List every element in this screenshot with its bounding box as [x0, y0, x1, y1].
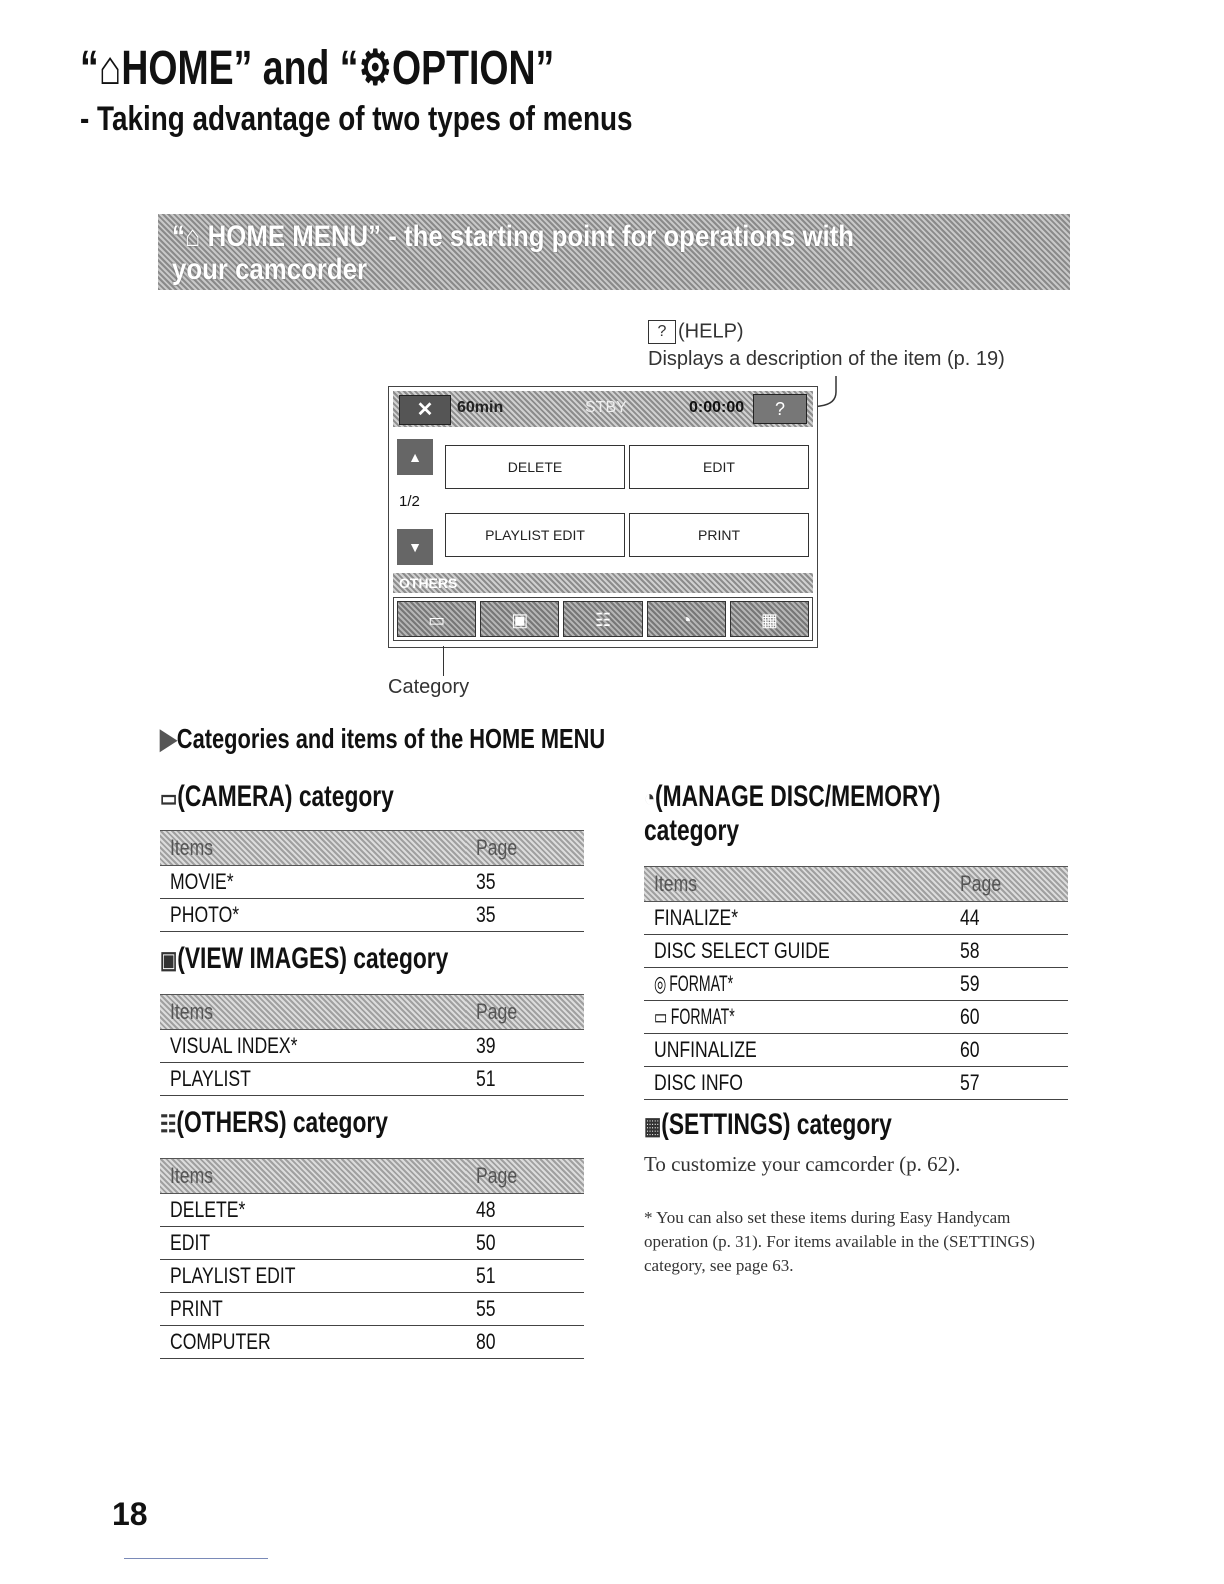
help-button[interactable]: ? [753, 394, 807, 424]
table-row: ▭FORMAT* 60 [644, 1001, 1068, 1034]
manage-category-title: (MANAGE DISC/MEMORY) [655, 780, 941, 813]
table-row: VISUAL INDEX* 39 [160, 1030, 584, 1063]
time-counter: 0:00:00 [689, 399, 745, 416]
table-row: MOVIE* 35 [160, 866, 584, 899]
view-images-icon: ▣ [160, 947, 178, 974]
settings-category-title: (SETTINGS) category [661, 1108, 892, 1141]
table-row: FINALIZE* 44 [644, 902, 1068, 935]
others-icon: ☷ [160, 1111, 177, 1138]
column-header-items: Items [170, 1163, 214, 1188]
camera-category-title: (CAMERA) category [177, 780, 394, 813]
table-row: PRINT 55 [160, 1293, 584, 1326]
table-row: DISC INFO 57 [644, 1067, 1068, 1100]
screen-status-bar [393, 391, 813, 427]
others-category-title: (OTHERS) category [176, 1106, 388, 1139]
settings-icon[interactable]: ▦ [730, 601, 809, 637]
table-row: PLAYLIST EDIT 51 [160, 1260, 584, 1293]
home-menu-banner-text: “⌂ HOME MENU” - the starting point for operations with your camcorder [172, 220, 855, 286]
print-button[interactable]: PRINT [629, 513, 809, 557]
help-label-text: (HELP) [678, 320, 744, 343]
delete-button[interactable]: DELETE [445, 445, 625, 489]
categories-heading-text: Categories and items of the HOME MENU [176, 723, 606, 754]
page-indicator: 1/2 [399, 493, 420, 510]
manage-category-heading-line2: category [644, 814, 740, 847]
status-indicator: STBY [585, 399, 627, 416]
view-images-category-heading [160, 942, 448, 976]
page-title: “⌂HOME” and “⚙OPTION” [80, 42, 555, 95]
table-row: PHOTO* 35 [160, 899, 584, 932]
table-row: COMPUTER 80 [160, 1326, 584, 1359]
arrow-icon: ▶ [160, 723, 177, 754]
column-header-items: Items [170, 999, 214, 1024]
column-header-items: Items [170, 835, 214, 860]
close-button[interactable]: ✕ [399, 395, 451, 425]
others-icon[interactable]: ☷ [563, 601, 642, 637]
settings-description: To customize your camcorder (p. 62). [644, 1152, 961, 1176]
camera-icon: ▭ [160, 785, 178, 812]
home-menu-banner [158, 214, 1070, 290]
manage-items-table [644, 866, 1068, 1100]
view-images-category-title: (VIEW IMAGES) category [177, 942, 449, 975]
camera-category-heading [160, 780, 394, 814]
camera-items-table [160, 830, 584, 932]
scroll-down-button[interactable]: ▼ [397, 529, 433, 565]
table-row: DISC SELECT GUIDE 58 [644, 935, 1068, 968]
table-row: DELETE* 48 [160, 1194, 584, 1227]
help-description: Displays a description of the item (p. 19) [648, 348, 1005, 370]
category-label: Category [388, 676, 470, 698]
footnote: * You can also set these items during Easy Handycam operation (p. 31). For items available in the (SETTINGS) category, see page 63. [644, 1208, 1035, 1275]
others-category-heading [160, 1106, 388, 1140]
manage-disc-icon[interactable]: ◔ [647, 601, 726, 637]
category-leader-line [443, 646, 444, 676]
help-icon: ? [648, 320, 676, 344]
category-name-bar: OTHERS [393, 573, 813, 593]
playlist-edit-button[interactable]: PLAYLIST EDIT [445, 513, 625, 557]
page-number: 18 [112, 1496, 148, 1532]
home-menu-screen [388, 386, 818, 648]
memory-card-icon: ▭ [654, 1004, 668, 1029]
help-callout-label [648, 320, 744, 344]
view-images-icon[interactable]: ▣ [480, 601, 559, 637]
categories-heading [160, 722, 605, 755]
column-header-page: Page [960, 871, 1002, 896]
disc-icon: ◎ [654, 971, 667, 996]
page-subtitle: - Taking advantage of two types of menus [80, 100, 633, 138]
manage-category-heading [644, 780, 940, 814]
column-header-items: Items [654, 871, 698, 896]
table-row: ◎FORMAT* 59 [644, 968, 1068, 1001]
table-row: EDIT 50 [160, 1227, 584, 1260]
edit-button[interactable]: EDIT [629, 445, 809, 489]
column-header-page: Page [476, 999, 518, 1024]
scroll-up-button[interactable]: ▲ [397, 439, 433, 475]
others-items-table [160, 1158, 584, 1359]
manage-disc-icon: ◔ [644, 785, 656, 812]
table-row: PLAYLIST 51 [160, 1063, 584, 1096]
table-row: UNFINALIZE 60 [644, 1034, 1068, 1067]
battery-indicator: 60min [457, 399, 504, 416]
footer-rule [124, 1558, 268, 1559]
settings-icon: ▦ [644, 1113, 662, 1140]
view-images-items-table [160, 994, 584, 1096]
column-header-page: Page [476, 1163, 518, 1188]
settings-category-heading [644, 1108, 892, 1142]
camera-icon[interactable]: ▭ [397, 601, 476, 637]
category-tabs [393, 597, 813, 641]
column-header-page: Page [476, 835, 518, 860]
